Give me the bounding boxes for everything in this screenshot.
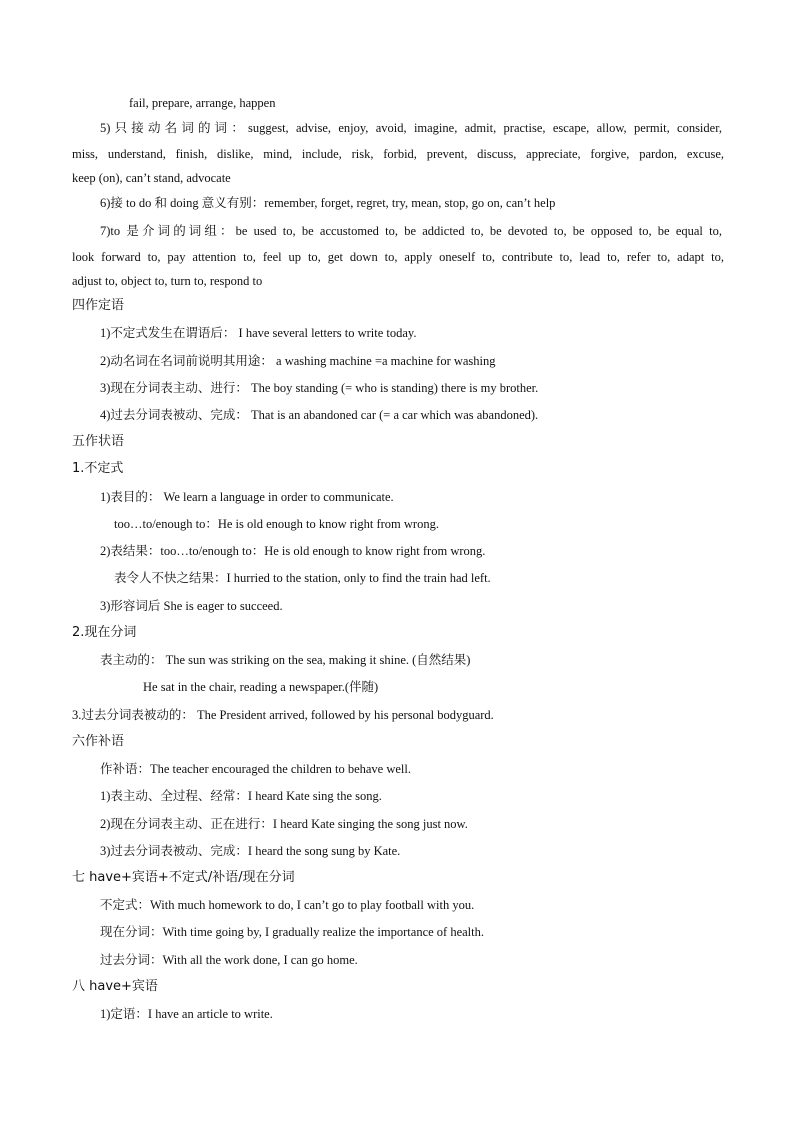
text-line: 3)形容词后 She is eager to succeed. [100,599,283,613]
text-line: 3)现在分词表主动、进行： The boy standing (= who is standing) there is my brother. [100,381,539,395]
text-line: adjust to, object to, turn to, respond to [72,274,263,288]
text-line: 6)接 to do 和 doing 意义有别：remember, forget, regret, try, mean, stop, go on, can’t help [100,196,556,210]
subsection-heading: 1.不定式 [72,461,124,476]
text-line: fail, prepare, arrange, happen [129,96,276,110]
text-line: 不定式：With much homework to do, I can’t go to play football with you. [100,898,475,912]
text-line: 作补语：The teacher encouraged the children to behave well. [100,762,411,776]
text-line: 3.过去分词表被动的： The President arrived, followed by his personal bodyguard. [72,708,494,722]
section-heading: 八 have+宾语 [72,979,158,994]
text-line: 7)to 是介词的词组：be used to, be accustomed to, be addicted to, be devoted to, be opposed to, be equal to, [100,224,722,238]
text-line: keep (on), can’t stand, advocate [72,171,231,185]
text-line: 1)表目的： We learn a language in order to communicate. [100,490,394,504]
section-heading: 四作定语 [72,298,125,313]
text-line: 表令人不快之结果：I hurried to the station, only to find the train had left. [114,571,491,585]
text-line: 1)不定式发生在谓语后： I have several letters to write today. [100,326,417,340]
text-line: too…to/enough to：He is old enough to know right from wrong. [114,517,439,531]
text-line: 5)只接动名词的词：suggest, advise, enjoy, avoid, imagine, admit, practise, escape, allow, permit, consider, [100,121,722,135]
subsection-heading: 2.现在分词 [72,625,137,640]
text-line: 表主动的： The sun was striking on the sea, making it shine. (自然结果) [100,653,471,667]
text-line: 3)过去分词表被动、完成：I heard the song sung by Kate. [100,844,401,858]
text-line: miss, understand, finish, dislike, mind, include, risk, forbid, prevent, discuss, appreciate, forgive, pardon, excuse, [72,147,724,161]
text-line: 2)动名词在名词前说明其用途： a washing machine =a machine for washing [100,354,496,368]
text-line: 过去分词：With all the work done, I can go home. [100,953,358,967]
text-line: 4)过去分词表被动、完成： That is an abandoned car (= a car which was abandoned). [100,408,539,422]
text-line: 1)定语：I have an article to write. [100,1007,273,1021]
text-line: 2)现在分词表主动、正在进行：I heard Kate singing the song just now. [100,817,468,831]
text-line: 2)表结果：too…to/enough to：He is old enough to know right from wrong. [100,544,486,558]
text-line: 1)表主动、全过程、经常：I heard Kate sing the song. [100,789,382,803]
text-line: look forward to, pay attention to, feel up to, get down to, apply oneself to, contribute to, lead to, refer to, adapt to, [72,250,724,264]
section-heading: 五作状语 [72,434,125,449]
section-heading: 七 have+宾语+不定式/补语/现在分词 [72,870,295,885]
text-line: 现在分词：With time going by, I gradually realize the importance of health. [100,925,484,939]
text-line: He sat in the chair, reading a newspaper.(伴随) [143,680,379,694]
section-heading: 六作补语 [72,734,125,749]
